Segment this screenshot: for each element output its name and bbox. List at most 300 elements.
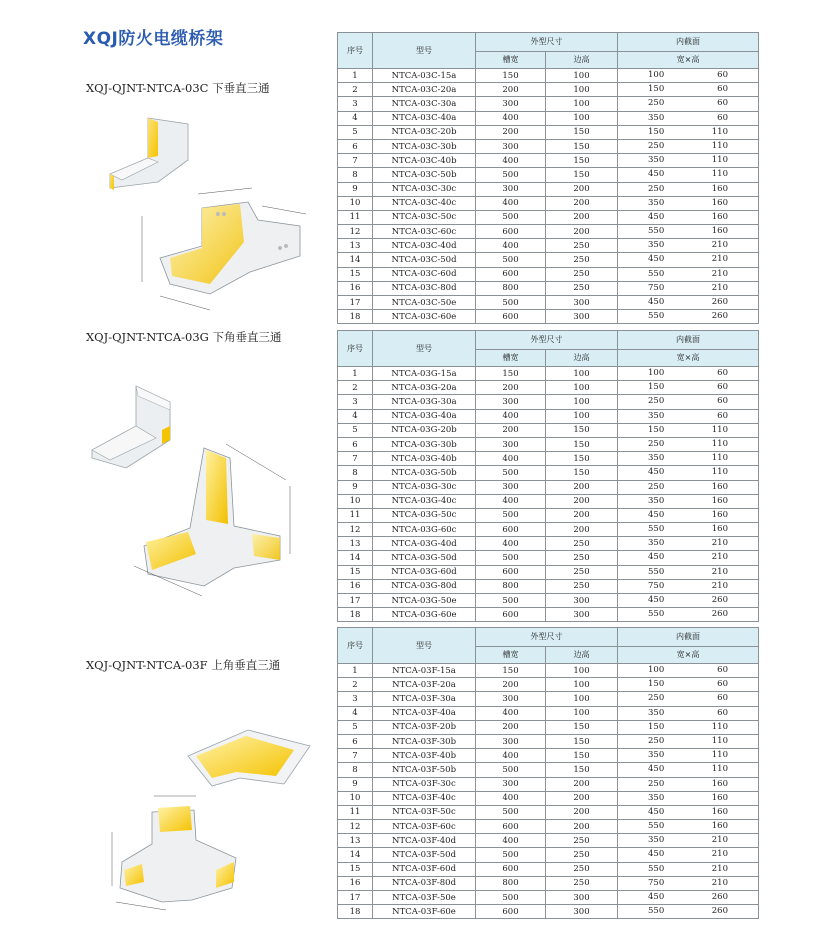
product-illustration-03c-dimensioned [140,186,310,312]
cell-edge: 100 [546,409,618,423]
table-row [338,239,759,253]
cell-width: 600 [476,225,546,239]
cell-edge: 200 [546,805,618,819]
cell-inner-section [618,565,759,579]
cell-inner-section [618,310,759,324]
header-outer-size: 外型尺寸 [476,331,618,350]
cell-inner-section [618,749,759,763]
cell-edge: 100 [546,69,618,83]
cell-inner-height: 210 [711,849,728,860]
cell-inner-height: 210 [711,538,728,549]
table-row [338,253,759,267]
cell-inner-section [618,125,759,139]
table-row [338,182,759,196]
cell-model: NTCA-03G-40a [373,409,476,423]
cell-model: NTCA-03G-30a [373,395,476,409]
cell-edge: 200 [546,523,618,537]
cell-model: NTCA-03F-50c [373,805,476,819]
cell-inner-height: 110 [711,750,728,761]
header-seq: 序号 [338,628,373,664]
cell-edge: 100 [546,381,618,395]
cell-model: NTCA-03G-40d [373,537,476,551]
cell-inner-width: 100 [648,70,665,80]
cell-seq: 6 [338,139,373,153]
cell-seq: 11 [338,210,373,224]
cell-edge: 100 [546,83,618,97]
cell-inner-width: 450 [648,764,665,775]
cell-model: NTCA-03C-40a [373,111,476,125]
cell-inner-section [618,594,759,608]
cell-width: 200 [476,423,546,437]
cell-inner-width: 100 [648,665,665,675]
cell-inner-height: 60 [717,665,728,675]
table-row [338,168,759,182]
cell-model: NTCA-03C-30b [373,139,476,153]
cell-edge: 100 [546,97,618,111]
cell-model: NTCA-03G-30c [373,480,476,494]
cell-inner-width: 350 [648,410,665,421]
cell-inner-section [618,423,759,437]
cell-inner-width: 750 [648,282,665,293]
cell-model: NTCA-03C-60d [373,267,476,281]
cell-model: NTCA-03F-50d [373,848,476,862]
cell-seq: 7 [338,749,373,763]
cell-inner-width: 250 [648,183,665,194]
cell-inner-width: 550 [648,268,665,279]
cell-edge: 200 [546,791,618,805]
cell-seq: 10 [338,494,373,508]
cell-seq: 5 [338,125,373,139]
cell-edge: 200 [546,225,618,239]
spec-table-03f [337,627,759,919]
product-label-03f: XQJ-QJNT-NTCA-03F 上角垂直三通 [86,658,281,672]
cell-inner-section [618,139,759,153]
cell-edge: 100 [546,111,618,125]
cell-seq: 3 [338,692,373,706]
cell-model: NTCA-03C-60c [373,225,476,239]
cell-inner-width: 450 [648,552,665,563]
cell-edge: 150 [546,720,618,734]
cell-model: NTCA-03F-40a [373,706,476,720]
cell-inner-section [618,452,759,466]
cell-inner-height: 210 [711,268,728,279]
cell-inner-width: 450 [648,849,665,860]
table-row [338,862,759,876]
cell-inner-width: 350 [648,835,665,846]
cell-model: NTCA-03C-50b [373,168,476,182]
cell-width: 400 [476,452,546,466]
cell-seq: 8 [338,466,373,480]
cell-width: 500 [476,508,546,522]
table-row [338,97,759,111]
cell-edge: 300 [546,310,618,324]
cell-inner-width: 350 [648,707,665,718]
cell-inner-width: 750 [648,877,665,888]
cell-inner-section [618,523,759,537]
header-width: 槽宽 [476,350,546,367]
cell-model: NTCA-03G-40c [373,494,476,508]
cell-seq: 12 [338,523,373,537]
cell-inner-section [618,720,759,734]
table-row [338,466,759,480]
cell-seq: 5 [338,423,373,437]
table-row [338,608,759,622]
cell-inner-width: 350 [648,792,665,803]
cell-width: 500 [476,210,546,224]
cell-inner-height: 210 [711,580,728,591]
table-row [338,551,759,565]
cell-inner-height: 110 [711,424,728,435]
cell-inner-section [618,551,759,565]
cell-inner-width: 250 [648,98,665,109]
cell-inner-height: 260 [711,609,728,620]
cell-inner-width: 350 [648,197,665,208]
table-row [338,791,759,805]
cell-inner-width: 150 [648,126,665,137]
cell-inner-section [618,409,759,423]
table-row [338,749,759,763]
cell-width: 600 [476,565,546,579]
spec-table-03c [337,32,759,324]
cell-width: 400 [476,494,546,508]
cell-edge: 200 [546,182,618,196]
cell-width: 400 [476,409,546,423]
cell-edge: 200 [546,508,618,522]
cell-seq: 18 [338,310,373,324]
cell-inner-section [618,395,759,409]
cell-width: 600 [476,608,546,622]
cell-edge: 250 [546,565,618,579]
cell-seq: 14 [338,848,373,862]
cell-width: 200 [476,83,546,97]
header-seq: 序号 [338,331,373,367]
cell-inner-height: 110 [711,735,728,746]
cell-model: NTCA-03F-60d [373,862,476,876]
cell-inner-height: 60 [717,382,728,393]
cell-edge: 250 [546,848,618,862]
cell-edge: 300 [546,296,618,310]
cell-inner-width: 350 [648,112,665,123]
cell-edge: 100 [546,664,618,678]
cell-seq: 11 [338,508,373,522]
table-row [338,805,759,819]
cell-inner-section [618,69,759,83]
header-edge: 边高 [546,350,618,367]
cell-model: NTCA-03F-20a [373,678,476,692]
cell-seq: 13 [338,834,373,848]
table-row [338,494,759,508]
cell-inner-height: 60 [717,679,728,690]
cell-seq: 7 [338,154,373,168]
cell-width: 500 [476,763,546,777]
cell-inner-width: 250 [648,693,665,704]
table-row [338,565,759,579]
cell-inner-height: 160 [711,495,728,506]
cell-edge: 200 [546,820,618,834]
page-title: XQJ防火电缆桥架 [83,29,224,49]
cell-edge: 250 [546,834,618,848]
cell-width: 150 [476,69,546,83]
cell-width: 150 [476,664,546,678]
cell-edge: 250 [546,551,618,565]
cell-inner-section [618,239,759,253]
table-row [338,310,759,324]
cell-inner-height: 110 [711,438,728,449]
cell-inner-section [618,381,759,395]
cell-model: NTCA-03G-60d [373,565,476,579]
cell-width: 200 [476,678,546,692]
cell-inner-section [618,494,759,508]
cell-seq: 6 [338,437,373,451]
cell-inner-height: 110 [711,140,728,151]
header-width: 槽宽 [476,52,546,69]
cell-inner-height: 110 [711,453,728,464]
cell-inner-height: 60 [717,707,728,718]
table-row [338,664,759,678]
cell-seq: 15 [338,267,373,281]
cell-width: 300 [476,480,546,494]
cell-edge: 150 [546,139,618,153]
cell-inner-height: 60 [717,410,728,421]
cell-inner-height: 110 [711,169,728,180]
cell-inner-section [618,367,759,381]
cell-inner-height: 60 [717,70,728,80]
cell-edge: 100 [546,706,618,720]
cell-edge: 250 [546,537,618,551]
cell-inner-section [618,834,759,848]
cell-edge: 250 [546,239,618,253]
cell-seq: 3 [338,97,373,111]
cell-edge: 200 [546,210,618,224]
table-row [338,734,759,748]
cell-inner-height: 110 [711,467,728,478]
table-row [338,395,759,409]
cell-width: 200 [476,381,546,395]
cell-seq: 9 [338,480,373,494]
product-label-03c: XQJ-QJNT-NTCA-03C 下垂直三通 [86,81,270,95]
header-section-wxh: 宽×高 [618,52,759,69]
header-width: 槽宽 [476,647,546,664]
cell-edge: 200 [546,196,618,210]
cell-width: 800 [476,281,546,295]
cell-edge: 150 [546,763,618,777]
cell-inner-width: 550 [648,311,665,322]
cell-inner-height: 160 [711,197,728,208]
cell-inner-width: 150 [648,84,665,95]
cell-inner-height: 260 [711,906,728,917]
table-row [338,452,759,466]
cell-width: 500 [476,168,546,182]
cell-inner-section [618,763,759,777]
cell-width: 500 [476,551,546,565]
cell-model: NTCA-03F-40b [373,749,476,763]
cell-inner-section [618,537,759,551]
cell-inner-section [618,168,759,182]
cell-seq: 11 [338,805,373,819]
cell-seq: 17 [338,296,373,310]
product-illustration-03f-dimensioned [106,792,246,912]
cell-inner-section [618,437,759,451]
cell-model: NTCA-03G-60e [373,608,476,622]
cell-model: NTCA-03F-80d [373,876,476,890]
cell-width: 400 [476,196,546,210]
table-row [338,296,759,310]
cell-seq: 13 [338,239,373,253]
table-row [338,508,759,522]
cell-inner-height: 110 [711,721,728,732]
cell-seq: 15 [338,565,373,579]
cell-inner-height: 110 [711,126,728,137]
cell-inner-section [618,777,759,791]
cell-seq: 16 [338,579,373,593]
cell-inner-height: 60 [717,693,728,704]
table-row [338,69,759,83]
cell-inner-height: 160 [711,821,728,832]
cell-inner-width: 450 [648,254,665,265]
cell-inner-section [618,905,759,919]
cell-inner-height: 60 [717,396,728,407]
cell-inner-section [618,664,759,678]
cell-width: 400 [476,537,546,551]
cell-edge: 150 [546,423,618,437]
cell-width: 500 [476,594,546,608]
cell-edge: 300 [546,905,618,919]
cell-model: NTCA-03F-20b [373,720,476,734]
cell-inner-height: 210 [711,863,728,874]
cell-inner-width: 250 [648,778,665,789]
cell-inner-section [618,862,759,876]
cell-inner-width: 550 [648,821,665,832]
table-row [338,381,759,395]
cell-model: NTCA-03G-50b [373,466,476,480]
cell-seq: 18 [338,905,373,919]
product-illustration-03g-dimensioned [130,436,300,602]
cell-inner-section [618,253,759,267]
cell-model: NTCA-03F-60e [373,905,476,919]
header-model: 型号 [373,331,476,367]
cell-edge: 150 [546,749,618,763]
cell-model: NTCA-03G-30b [373,437,476,451]
cell-inner-height: 260 [711,297,728,307]
cell-model: NTCA-03C-40c [373,196,476,210]
cell-model: NTCA-03C-40b [373,154,476,168]
cell-model: NTCA-03C-20a [373,83,476,97]
cell-inner-width: 450 [648,169,665,180]
cell-inner-section [618,791,759,805]
cell-inner-section [618,876,759,890]
cell-model: NTCA-03G-50c [373,508,476,522]
cell-inner-section [618,820,759,834]
cell-inner-height: 160 [711,792,728,803]
table-row [338,594,759,608]
cell-inner-height: 110 [711,155,728,166]
cell-edge: 150 [546,168,618,182]
cell-inner-width: 350 [648,750,665,761]
table-row [338,834,759,848]
cell-width: 600 [476,862,546,876]
cell-inner-height: 160 [711,778,728,789]
cell-seq: 6 [338,734,373,748]
cell-inner-section [618,281,759,295]
cell-seq: 7 [338,452,373,466]
cell-seq: 10 [338,791,373,805]
cell-inner-height: 160 [711,481,728,492]
cell-inner-width: 350 [648,453,665,464]
cell-seq: 8 [338,763,373,777]
cell-inner-height: 210 [711,877,728,888]
header-section-wxh: 宽×高 [618,350,759,367]
table-row [338,154,759,168]
cell-model: NTCA-03C-50d [373,253,476,267]
cell-inner-height: 160 [711,806,728,817]
cell-model: NTCA-03C-40d [373,239,476,253]
cell-width: 300 [476,692,546,706]
cell-seq: 4 [338,111,373,125]
cell-edge: 100 [546,367,618,381]
cell-inner-width: 150 [648,679,665,690]
cell-inner-width: 450 [648,211,665,222]
cell-width: 400 [476,239,546,253]
cell-inner-height: 260 [711,595,728,605]
cell-model: NTCA-03G-80d [373,579,476,593]
cell-seq: 2 [338,381,373,395]
cell-inner-height: 60 [717,84,728,95]
table-row [338,111,759,125]
cell-seq: 17 [338,594,373,608]
cell-width: 600 [476,310,546,324]
cell-edge: 100 [546,395,618,409]
cell-model: NTCA-03F-40c [373,791,476,805]
header-section-wxh: 宽×高 [618,647,759,664]
cell-seq: 12 [338,225,373,239]
header-model: 型号 [373,33,476,69]
cell-width: 800 [476,876,546,890]
product-label-03g: XQJ-QJNT-NTCA-03G 下角垂直三通 [86,330,282,344]
cell-width: 300 [476,139,546,153]
cell-seq: 1 [338,664,373,678]
cell-inner-height: 160 [711,524,728,535]
table-row [338,480,759,494]
cell-model: NTCA-03C-30a [373,97,476,111]
cell-inner-height: 210 [711,282,728,293]
cell-edge: 200 [546,480,618,494]
cell-inner-section [618,678,759,692]
header-model: 型号 [373,628,476,664]
cell-inner-width: 150 [648,382,665,393]
table-row [338,139,759,153]
cell-inner-width: 450 [648,595,665,605]
header-inner-section: 内截面 [618,628,759,647]
cell-inner-width: 450 [648,509,665,520]
cell-inner-height: 160 [711,183,728,194]
cell-inner-width: 250 [648,735,665,746]
cell-width: 400 [476,154,546,168]
table-row [338,281,759,295]
table-row [338,891,759,905]
cell-model: NTCA-03C-15a [373,69,476,83]
cell-seq: 1 [338,367,373,381]
cell-inner-section [618,466,759,480]
cell-model: NTCA-03C-50e [373,296,476,310]
cell-inner-width: 100 [648,368,665,378]
cell-inner-section [618,734,759,748]
cell-inner-height: 160 [711,226,728,237]
cell-width: 300 [476,182,546,196]
cell-inner-section [618,182,759,196]
cell-model: NTCA-03G-20a [373,381,476,395]
cell-edge: 150 [546,125,618,139]
cell-width: 200 [476,125,546,139]
